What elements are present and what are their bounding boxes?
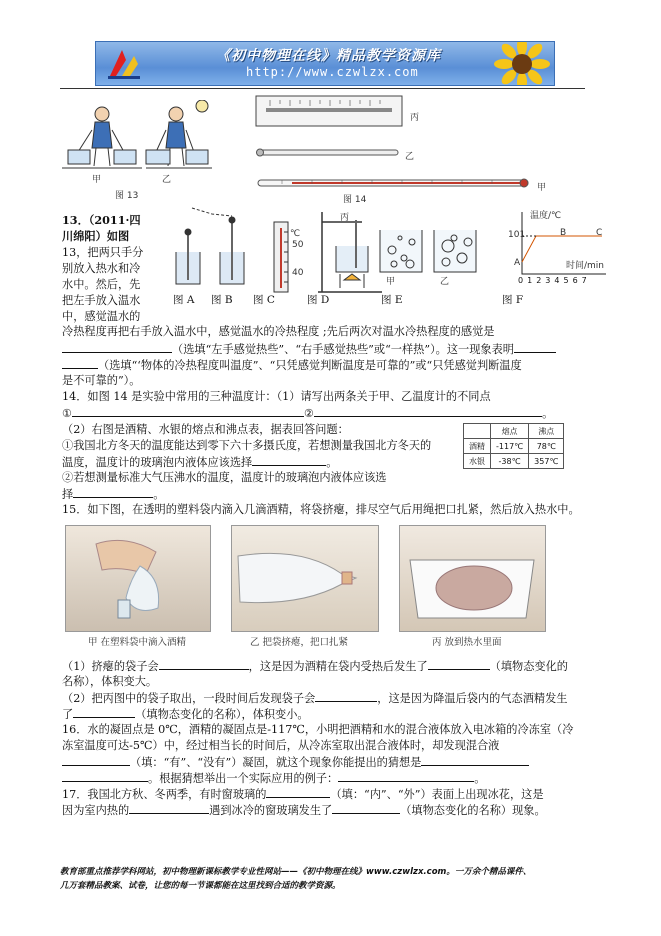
figure-13-illustration: [62, 100, 212, 180]
photo-caption-yi: 乙 把袋挤瘪，把口扎紧: [250, 637, 349, 648]
table-cell: -117℃: [491, 439, 529, 454]
header-rule: [60, 88, 585, 89]
answer-blank[interactable]: [252, 453, 326, 466]
answer-blank[interactable]: [73, 705, 135, 718]
q13-head2: 川绵阳）如图: [62, 229, 130, 243]
thermo-scale-50: 50: [292, 240, 304, 250]
table-cell: 78℃: [529, 439, 564, 454]
xtick: 4: [554, 276, 564, 285]
table-cell: [464, 424, 491, 439]
thermo-scale-40: 40: [292, 268, 304, 278]
beaker-label-bing: 丙: [340, 213, 350, 223]
figure-14-thermometers: [252, 94, 542, 198]
answer-blank[interactable]: [62, 356, 98, 369]
xtick: 1: [527, 276, 537, 285]
q14-mark2: ②: [304, 407, 315, 420]
table-cell: -38℃: [491, 454, 529, 469]
q13-line8: 冷热程度再把右手放入温水中，感觉温水的冷热程度 ;先后两次对温水冷热程度的感觉是: [62, 325, 495, 338]
answer-blank[interactable]: [338, 769, 474, 782]
fig14-caption: 图 14: [343, 195, 367, 205]
figure-label-a: 图 A: [173, 294, 195, 306]
q15-a1b: ，这是因为酒精在袋内受热后发生了: [248, 660, 428, 673]
q14-p6end: 。: [153, 488, 165, 501]
table-cell: 酒精: [464, 439, 491, 454]
logo-icon: [104, 46, 144, 82]
beaker-label-yi: 乙: [440, 277, 450, 287]
q16-l1: 16．水的凝固点是 0℃，酒精的凝固点是-117℃，小明把酒精和水的混合液体放入电冰箱的冷冻室（冷: [62, 723, 574, 736]
banner-title: 《初中物理在线》精品教学资源库: [216, 48, 441, 64]
q17-l2: 因为室内热的: [62, 804, 130, 817]
q15-a1: （1）挤瘪的袋子会: [62, 660, 159, 673]
answer-blank[interactable]: [428, 657, 490, 670]
answer-blank[interactable]: [62, 769, 148, 782]
q15-b2b: （填物态变化的名称），体积变小。: [135, 708, 309, 721]
answer-blank[interactable]: [62, 340, 172, 353]
fig13-label-jia: 甲: [92, 175, 102, 185]
thermo-unit: ℃: [290, 229, 301, 239]
footer-line1: 教育部重点推荐学科网站，初中物理新课标教学专业性网站——《初中物理在线》www.czwlzx.com。一万余个精品课件、: [60, 867, 532, 877]
graph-y101: 101: [508, 230, 526, 240]
sunflower-icon: [491, 41, 553, 86]
answer-blank[interactable]: [72, 404, 304, 417]
fig14-label-jia: 甲: [537, 183, 547, 193]
q16-l3b: （填：“有”、“没有”）凝固，就这个现象你能提出的猜想是: [130, 756, 422, 769]
beaker-label-jia: 甲: [386, 277, 396, 287]
q17-l1: 17．我国北方秋、冬两季，有时窗玻璃的: [62, 788, 267, 801]
q17-l2-row: [62, 801, 546, 819]
q13-line9: （选填“左手感觉热些”、“右手感觉热些”或“一样热”）。这一现象表明: [172, 343, 514, 356]
graph-point-a: A: [514, 258, 521, 268]
q13-head1: 13．（2011·四: [62, 213, 141, 227]
q17-l2c: （填物态变化的名称）现象。: [400, 804, 546, 817]
photo-yi: [231, 525, 379, 632]
q13-line6: 把左手放入温水: [62, 294, 141, 307]
q14-p4: 温度，温度计的玻璃泡内液体应该选择: [62, 456, 253, 469]
fig14-label-bing: 丙: [410, 113, 420, 123]
answer-blank[interactable]: [514, 340, 556, 353]
fig14-label-yi: 乙: [405, 152, 415, 162]
q14-p6: 择: [62, 488, 74, 501]
table-header-row: [464, 424, 564, 439]
q14-p5: ②若想测量标准大气压沸水的温度，温度计的玻璃泡内液体应该选: [62, 471, 387, 484]
table-cell: 沸点: [529, 424, 564, 439]
figure-label-c: 图 C: [253, 294, 275, 306]
q15-b1: （2）把丙图中的袋子取出，一段时间后发现袋子会: [62, 692, 316, 705]
fig13-caption: 图 13: [115, 191, 139, 201]
melting-boiling-table: [463, 423, 564, 469]
q16-l2: 冻室温度可达-5℃）中，经过相当长的时间后，从冷冻室取出混合液体时，却发现混合液: [62, 739, 500, 752]
answer-blank[interactable]: [266, 785, 330, 798]
q17-l2b: 遇到冰冷的窗玻璃发生了: [209, 804, 333, 817]
photo-caption-jia: 甲 在塑料袋中滴入酒精: [88, 637, 187, 648]
figure-label-e: 图 E: [381, 294, 403, 306]
q15-b1b: ，这是因为降温后袋内的气态酒精发生: [377, 692, 568, 705]
q14-answers-row: [62, 404, 553, 422]
q16-l4end: 。: [474, 772, 486, 785]
xtick: 6: [572, 276, 582, 285]
q13-line11: 是不可靠的”）。: [62, 374, 141, 387]
q14-line1: 14．如图 14 是实验中常用的三种温度计：（1）请写出两条关于甲、乙温度计的不同点: [62, 390, 491, 403]
photo-yi-illustration: [232, 526, 378, 631]
q13-line10: （选填“‘物体的冷热程度叫温度”、“只凭感觉判断温度是可靠的”或“只凭感觉判断温度: [98, 359, 522, 372]
q14-p3: ①我国北方冬天的温度能达到零下六十多摄氏度，若想测量我国北方冬天的: [62, 439, 432, 452]
q14-p2: （2）右图是酒精、水银的熔点和沸点表，据表回答问题：: [62, 423, 349, 436]
photo-caption-bing: 丙 放到热水里面: [432, 637, 502, 648]
table-cell: 水银: [464, 454, 491, 469]
q13-line5: 水中。然后，先: [62, 278, 141, 291]
photo-jia-illustration: [66, 526, 210, 631]
answer-blank[interactable]: [421, 753, 529, 766]
figure-label-b: 图 B: [211, 294, 233, 306]
graph-xticks: [518, 276, 591, 285]
photo-bing: [399, 525, 546, 632]
q17-l1b: （填：“内”、“外”）表面上出现冰花，这是: [330, 788, 544, 801]
figure-label-d: 图 D: [307, 294, 330, 306]
q15-line1: 15．如下图，在透明的塑料袋内滴入几滴酒精，将袋挤瘪，排尽空气后用绳把口扎紧，然后放入热水中。: [62, 503, 580, 516]
q16-l4b: 。根据猜想举出一个实际应用的例子：: [148, 772, 339, 785]
answer-blank[interactable]: [73, 485, 153, 498]
photo-bing-illustration: [400, 526, 545, 631]
header-banner: [95, 41, 555, 86]
xtick: 0: [518, 276, 528, 285]
graph-xlabel: 时间/min: [566, 261, 605, 271]
table-cell: 熔点: [491, 424, 529, 439]
q15-a1c: （填物态变化的: [489, 660, 568, 673]
q15-b2: 了: [62, 708, 74, 721]
photo-jia: [65, 525, 211, 632]
answer-blank[interactable]: [315, 689, 377, 702]
fig13-label-yi: 乙: [162, 175, 172, 185]
banner-url[interactable]: http://www.czwlzx.com: [246, 65, 419, 79]
answer-blank[interactable]: [129, 801, 209, 814]
xtick: 3: [545, 276, 555, 285]
graph-point-b: B: [560, 228, 567, 238]
xtick: 2: [536, 276, 546, 285]
q14-mark1: ①: [62, 407, 73, 420]
table-cell: 357℃: [529, 454, 564, 469]
q13-line4: 别放入热水和冷: [62, 262, 141, 275]
answer-blank[interactable]: [62, 753, 130, 766]
table-row: [464, 439, 564, 454]
q14-end: 。: [542, 407, 554, 420]
footer-line2: 几万套精品教案、试卷，让您的每一节课都能在这里找到合适的教学资源。: [60, 881, 341, 891]
figure-label-f: 图 F: [502, 294, 524, 306]
graph-ylabel: 温度/℃: [530, 211, 562, 221]
answer-blank[interactable]: [332, 801, 400, 814]
xtick: 7: [581, 276, 591, 285]
q15-a2: 名称），体积变大。: [62, 675, 158, 688]
answer-blank[interactable]: [314, 404, 542, 417]
answer-blank[interactable]: [159, 657, 249, 670]
q14-p4end: 。: [326, 456, 338, 469]
table-row: [464, 454, 564, 469]
graph-point-c: C: [596, 228, 603, 238]
xtick: 5: [563, 276, 573, 285]
q13-line3: 13，把两只手分: [62, 246, 144, 259]
q13-line7: 中，感觉温水的: [62, 310, 141, 323]
